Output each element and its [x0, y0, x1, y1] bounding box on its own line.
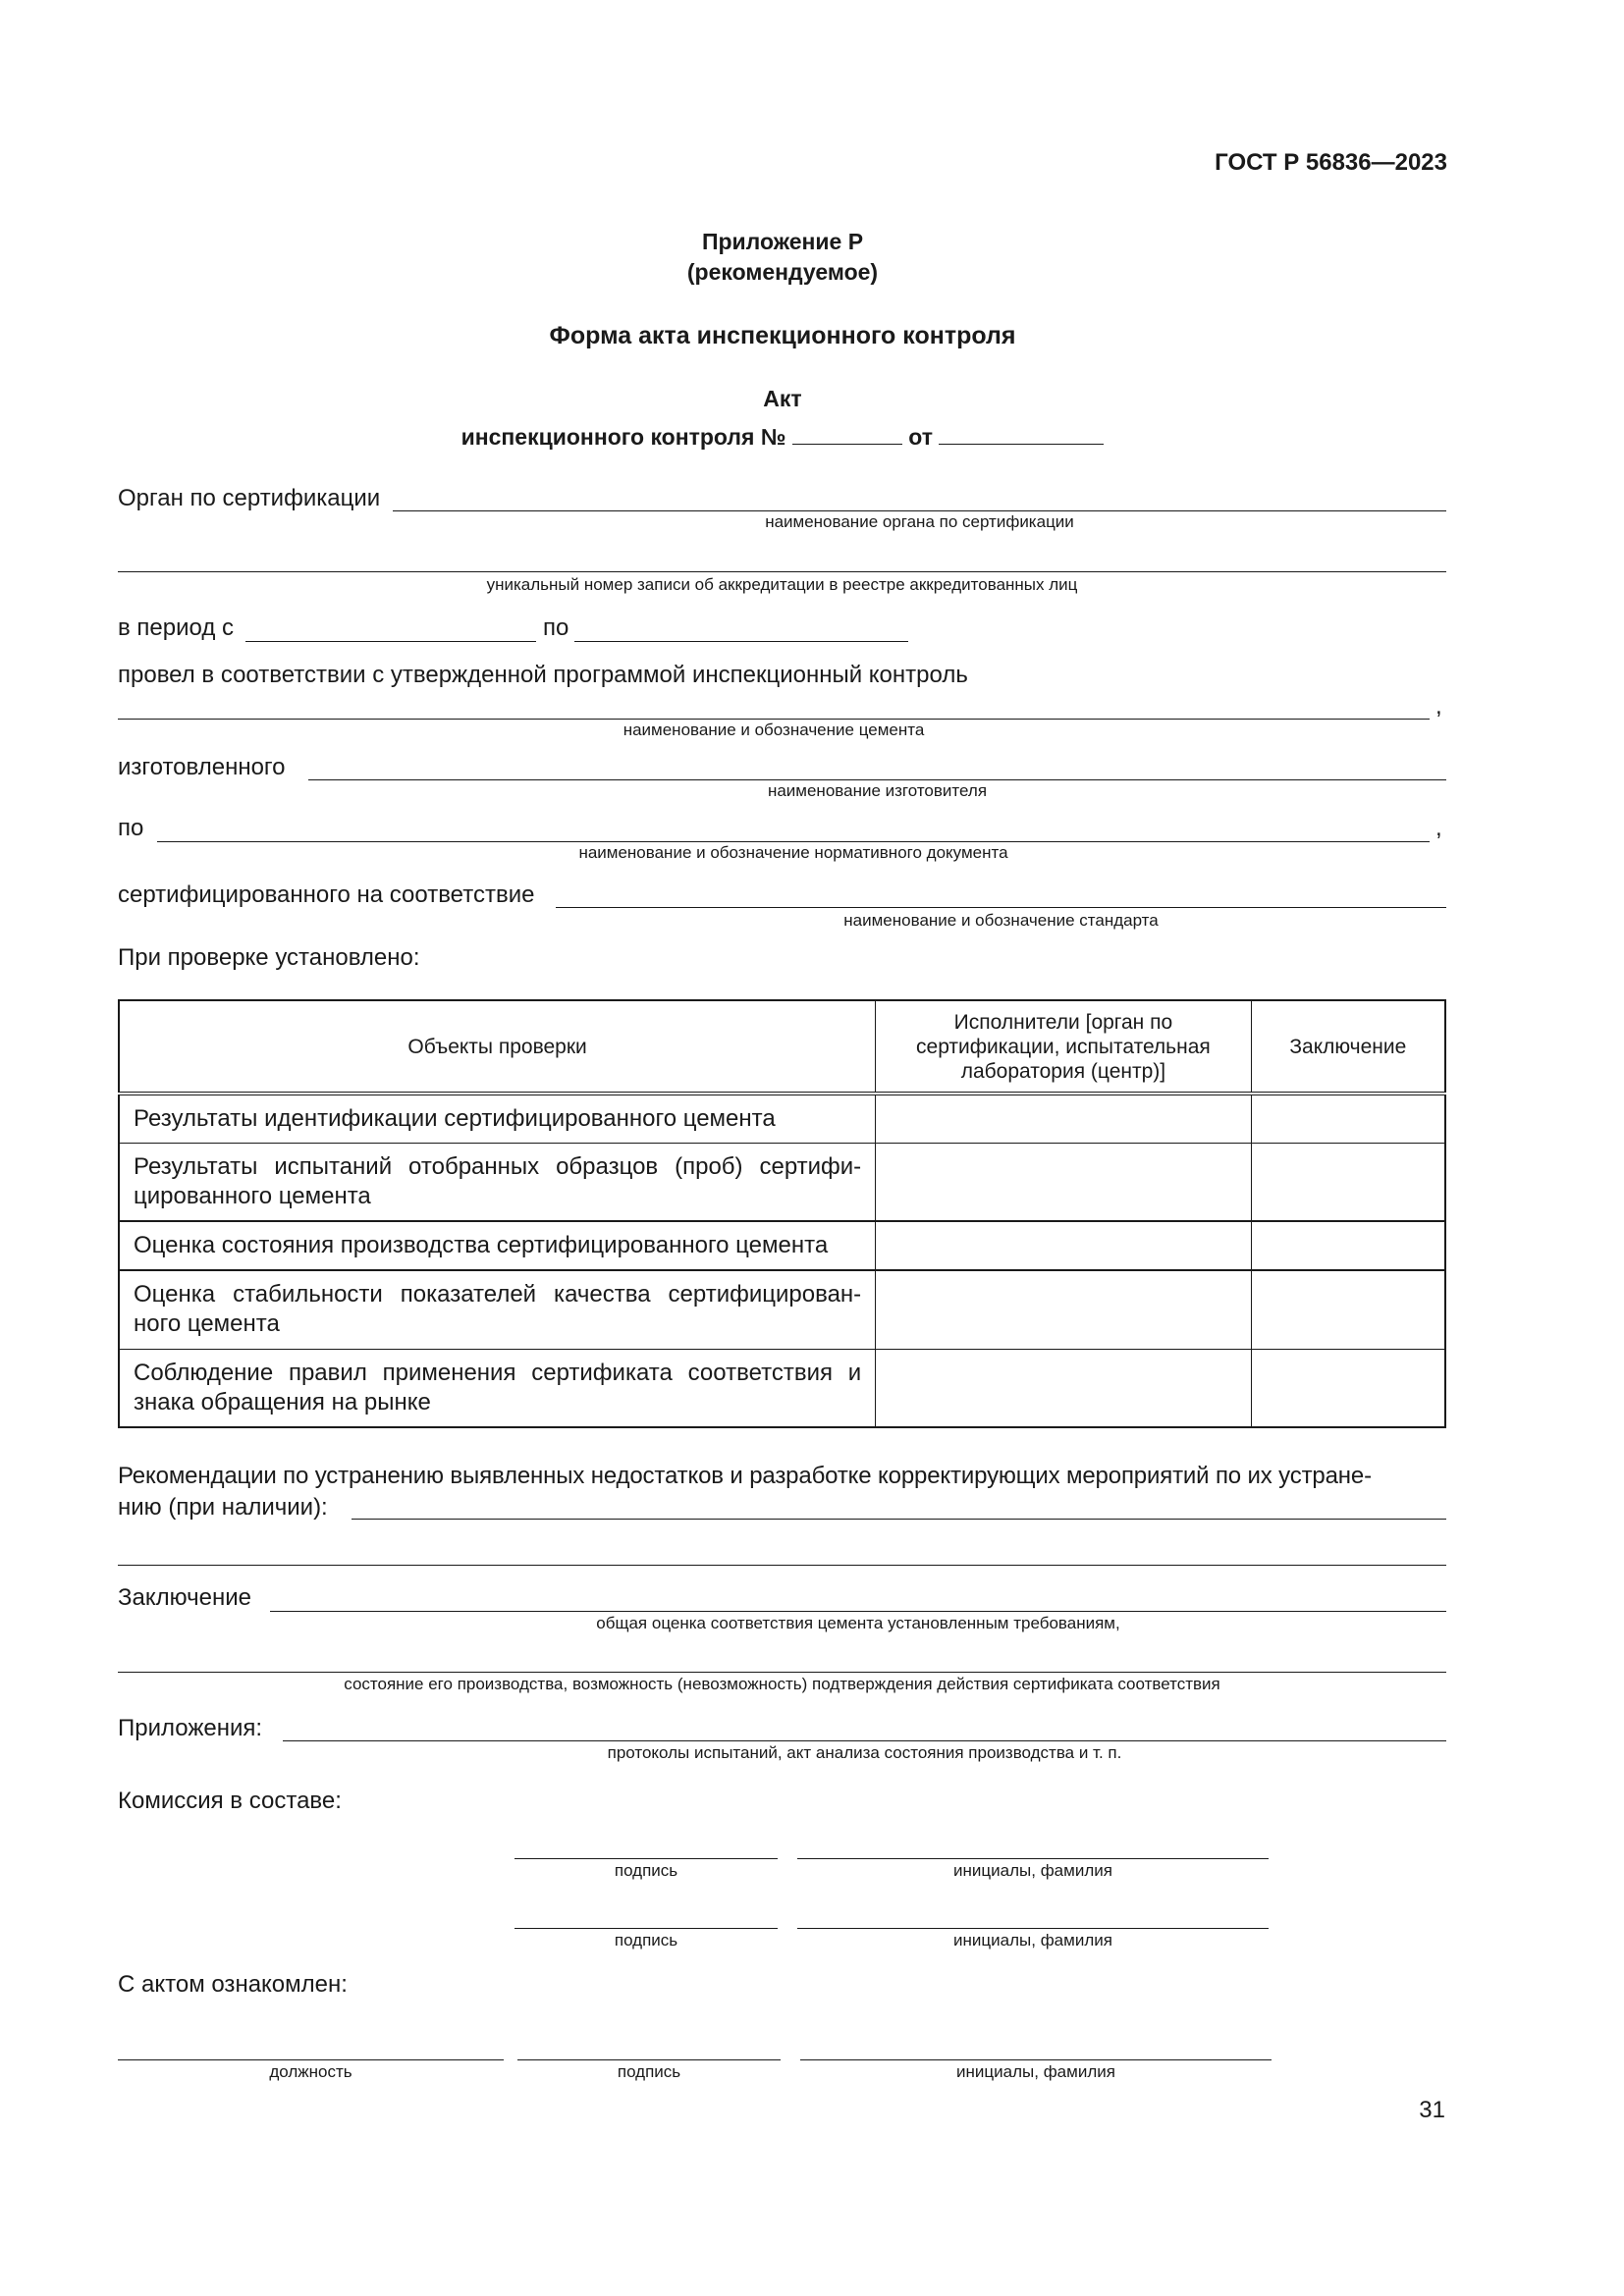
cert-body-field[interactable]	[393, 510, 1446, 511]
normative-caption: наименование и обозначение нормативного документа	[578, 843, 1008, 862]
conclusion-label: Заключение	[118, 1584, 251, 1611]
commission-signature-field-2[interactable]	[514, 1928, 778, 1929]
row-executor-cell[interactable]	[876, 1094, 1251, 1143]
row-executor-cell[interactable]	[876, 1221, 1251, 1270]
act-number-label: инспекционного контроля №	[460, 424, 786, 450]
commission-signature-field-1[interactable]	[514, 1858, 778, 1859]
table-row	[119, 1349, 1445, 1427]
row-object: Оценка состояния производства сертифицированного цемента	[119, 1221, 876, 1270]
acquainted-signature-caption: подпись	[617, 2062, 681, 2081]
manufacturer-field[interactable]	[308, 779, 1446, 780]
acquainted-name-caption: инициалы, фамилия	[956, 2062, 1115, 2081]
row-conclusion-cell[interactable]	[1251, 1270, 1445, 1349]
header-conclusion: Заключение	[1251, 1000, 1445, 1094]
act-title: Акт	[763, 386, 802, 411]
row-executor-cell[interactable]	[876, 1349, 1251, 1427]
cert-body-label: Орган по сертификации	[118, 485, 381, 511]
act-number-field[interactable]	[792, 424, 902, 445]
table-row	[119, 1221, 1445, 1270]
commission-label: Комиссия в составе:	[118, 1788, 342, 1814]
table-header-row	[119, 1000, 1445, 1094]
established-text: При проверке установлено:	[118, 944, 420, 971]
conclusion-field-2[interactable]	[118, 1672, 1446, 1673]
conclusion-caption-1: общая оценка соответствия цемента установленным требованиям,	[596, 1614, 1120, 1632]
accreditation-field[interactable]	[118, 571, 1446, 572]
period-to-field[interactable]	[574, 641, 908, 642]
acquainted-position-caption: должность	[269, 2062, 352, 2081]
acquainted-signature-field[interactable]	[517, 2059, 781, 2060]
conducted-text: провел в соответствии с утвержденной программой инспекционный контроль	[118, 662, 968, 688]
recommendations-line1: Рекомендации по устранению выявленных недостатков и разработке корректирующих мероприятий по их устране-	[118, 1463, 1372, 1489]
table-row	[119, 1143, 1445, 1221]
commission-name-caption-2: инициалы, фамилия	[953, 1931, 1112, 1949]
row-conclusion-cell[interactable]	[1251, 1094, 1445, 1143]
header-executors: Исполнители [орган по сертификации, испытательная лаборатория (центр)]	[876, 1000, 1251, 1094]
row-conclusion-cell[interactable]	[1251, 1221, 1445, 1270]
inspection-table	[118, 999, 1446, 1428]
attachments-caption: протоколы испытаний, акт анализа состояния производства и т. п.	[607, 1743, 1122, 1762]
recommendations-field[interactable]	[352, 1519, 1446, 1520]
period-from-field[interactable]	[245, 641, 536, 642]
page-number: 31	[1419, 2097, 1445, 2123]
form-title: Форма акта инспекционного контроля	[549, 322, 1016, 349]
accreditation-caption: уникальный номер записи об аккредитации в реестре аккредитованных лиц	[486, 575, 1078, 594]
normative-field[interactable]	[157, 841, 1430, 842]
table-row	[119, 1270, 1445, 1349]
standard-caption: наименование и обозначение стандарта	[843, 911, 1159, 930]
annex-status: (рекомендуемое)	[686, 259, 879, 285]
standard-field[interactable]	[556, 907, 1446, 908]
acquainted-label: С актом ознакомлен:	[118, 1971, 348, 1998]
cement-field[interactable]	[118, 719, 1430, 720]
commission-name-caption-1: инициалы, фамилия	[953, 1861, 1112, 1880]
attachments-label: Приложения:	[118, 1715, 263, 1741]
row-conclusion-cell[interactable]	[1251, 1349, 1445, 1427]
table-row	[119, 1094, 1445, 1143]
cert-body-caption: наименование органа по сертификации	[765, 512, 1074, 531]
commission-name-field-1[interactable]	[797, 1858, 1269, 1859]
act-date-label: от	[908, 424, 934, 450]
annex-title: Приложение Р	[701, 229, 864, 254]
cement-caption: наименование и обозначение цемента	[623, 721, 925, 739]
header-objects: Объекты проверки	[119, 1000, 876, 1094]
normative-comma: ,	[1435, 815, 1442, 841]
row-object: Оценка стабильности показателей качества сертифицирован-ного цемента	[119, 1270, 876, 1349]
attachments-field[interactable]	[283, 1740, 1446, 1741]
commission-signature-caption-2: подпись	[614, 1931, 678, 1949]
manufacturer-caption: наименование изготовителя	[767, 781, 988, 800]
acquainted-position-field[interactable]	[118, 2059, 504, 2060]
act-subtitle	[0, 424, 1565, 451]
recommendations-line2: нию (при наличии):	[118, 1494, 328, 1521]
conclusion-field[interactable]	[270, 1611, 1446, 1612]
standard-number: ГОСТ Р 56836—2023	[1215, 149, 1447, 176]
row-executor-cell[interactable]	[876, 1270, 1251, 1349]
commission-signature-caption-1: подпись	[614, 1861, 678, 1880]
commission-name-field-2[interactable]	[797, 1928, 1269, 1929]
cement-comma: ,	[1435, 693, 1442, 720]
row-object: Результаты идентификации сертифицированного цемента	[119, 1094, 876, 1143]
row-executor-cell[interactable]	[876, 1143, 1251, 1221]
by-label: по	[118, 815, 144, 841]
certified-label: сертифицированного на соответствие	[118, 881, 535, 908]
period-from-label: в период с	[118, 614, 235, 641]
act-date-field[interactable]	[939, 424, 1104, 445]
conclusion-caption-2: состояние его производства, возможность (невозможность) подтверждения действия сертификата соответствия	[344, 1675, 1220, 1693]
period-to-label: по	[543, 614, 569, 641]
row-object: Результаты испытаний отобранных образцов (проб) сертифи-цированного цемента	[119, 1143, 876, 1221]
row-conclusion-cell[interactable]	[1251, 1143, 1445, 1221]
row-object: Соблюдение правил применения сертификата соответствия и знака обращения на рынке	[119, 1349, 876, 1427]
acquainted-name-field[interactable]	[800, 2059, 1272, 2060]
recommendations-field-2[interactable]	[118, 1565, 1446, 1566]
manufactured-label: изготовленного	[118, 754, 286, 780]
